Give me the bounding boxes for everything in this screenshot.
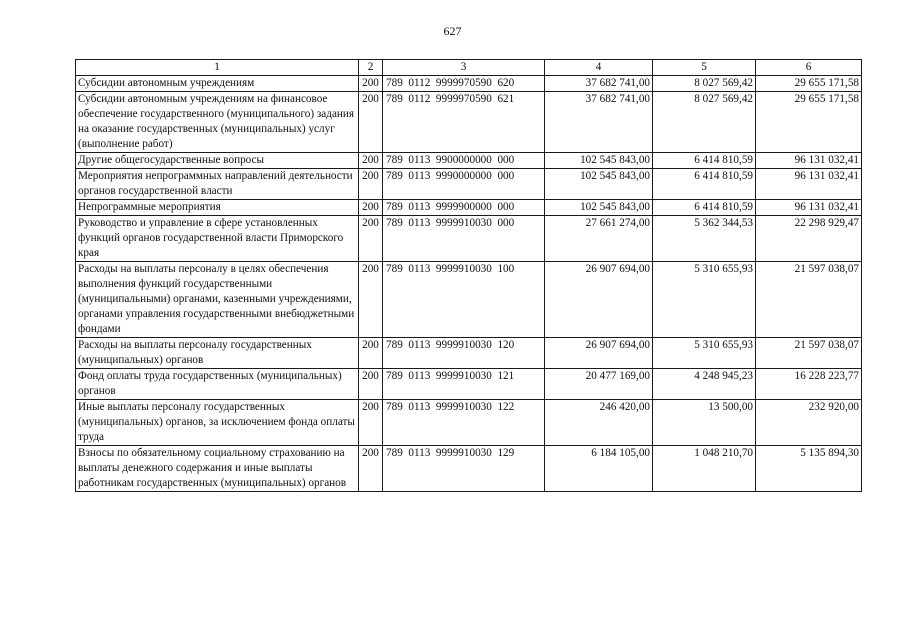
- row-amount-col6-cell: 21 597 038,07: [756, 262, 862, 338]
- table-row: [76, 153, 862, 169]
- row-amount-col4-cell: 37 682 741,00: [545, 76, 653, 92]
- row-name-cell: Фонд оплаты труда государственных (муниципальных) органов: [76, 369, 359, 400]
- row-budget-code-cell: 789 0113 9900000000 000: [383, 153, 545, 169]
- column-header: 3: [383, 60, 545, 76]
- row-amount-col5-cell: 5 362 344,53: [653, 216, 756, 262]
- table-row: [76, 400, 862, 446]
- row-amount-col6-cell: 22 298 929,47: [756, 216, 862, 262]
- row-budget-code-cell: 789 0112 9999970590 620: [383, 76, 545, 92]
- row-amount-col6-cell: 29 655 171,58: [756, 76, 862, 92]
- row-amount-col4-cell: 27 661 274,00: [545, 216, 653, 262]
- row-amount-col4-cell: 102 545 843,00: [545, 153, 653, 169]
- row-amount-col6-cell: 16 228 223,77: [756, 369, 862, 400]
- row-amount-col4-cell: 6 184 105,00: [545, 446, 653, 492]
- row-amount-col4-cell: 26 907 694,00: [545, 338, 653, 369]
- row-amount-col4-cell: 102 545 843,00: [545, 169, 653, 200]
- row-name-cell: Субсидии автономным учреждениям: [76, 76, 359, 92]
- row-amount-col6-cell: 96 131 032,41: [756, 153, 862, 169]
- row-name-cell: Мероприятия непрограммных направлений деятельности органов государственной власти: [76, 169, 359, 200]
- row-name-cell: Иные выплаты персоналу государственных (муниципальных) органов, за исключением фонда оплаты труда: [76, 400, 359, 446]
- table-row: [76, 200, 862, 216]
- row-code-prefix-cell: 200: [359, 153, 383, 169]
- table-row: [76, 262, 862, 338]
- row-amount-col4-cell: 102 545 843,00: [545, 200, 653, 216]
- row-budget-code-cell: 789 0113 9990000000 000: [383, 169, 545, 200]
- row-name-cell: Непрограммные мероприятия: [76, 200, 359, 216]
- row-amount-col6-cell: 29 655 171,58: [756, 92, 862, 153]
- row-amount-col4-cell: 20 477 169,00: [545, 369, 653, 400]
- row-code-prefix-cell: 200: [359, 216, 383, 262]
- row-amount-col5-cell: 4 248 945,23: [653, 369, 756, 400]
- table-row: [76, 169, 862, 200]
- table-row: [76, 369, 862, 400]
- column-header: 5: [653, 60, 756, 76]
- row-name-cell: Расходы на выплаты персоналу в целях обеспечения выполнения функций государственными (муниципальными) органами, казенными учреждениями, органами управления государственными внебюджетными фондами: [76, 262, 359, 338]
- row-amount-col5-cell: 6 414 810,59: [653, 169, 756, 200]
- row-budget-code-cell: 789 0113 9999910030 000: [383, 216, 545, 262]
- row-budget-code-cell: 789 0113 9999910030 121: [383, 369, 545, 400]
- table-body: [76, 76, 862, 492]
- table-header-row: [76, 60, 862, 76]
- budget-table: [75, 59, 862, 492]
- row-amount-col5-cell: 5 310 655,93: [653, 338, 756, 369]
- row-code-prefix-cell: 200: [359, 92, 383, 153]
- row-amount-col4-cell: 26 907 694,00: [545, 262, 653, 338]
- row-amount-col5-cell: 8 027 569,42: [653, 92, 756, 153]
- row-amount-col5-cell: 5 310 655,93: [653, 262, 756, 338]
- row-amount-col5-cell: 1 048 210,70: [653, 446, 756, 492]
- row-name-cell: Взносы по обязательному социальному страхованию на выплаты денежного содержания и иные выплаты работникам государственных (муниципальных) органов: [76, 446, 359, 492]
- row-amount-col6-cell: 21 597 038,07: [756, 338, 862, 369]
- row-code-prefix-cell: 200: [359, 200, 383, 216]
- row-amount-col5-cell: 6 414 810,59: [653, 153, 756, 169]
- row-budget-code-cell: 789 0113 9999900000 000: [383, 200, 545, 216]
- row-amount-col6-cell: 5 135 894,30: [756, 446, 862, 492]
- row-budget-code-cell: 789 0113 9999910030 129: [383, 446, 545, 492]
- row-code-prefix-cell: 200: [359, 76, 383, 92]
- column-header: 2: [359, 60, 383, 76]
- column-header: 1: [76, 60, 359, 76]
- row-name-cell: Субсидии автономным учреждениям на финансовое обеспечение государственного (муниципального) задания на оказание государственных (муниципальных) услуг (выполнение работ): [76, 92, 359, 153]
- column-header: 6: [756, 60, 862, 76]
- row-name-cell: Другие общегосударственные вопросы: [76, 153, 359, 169]
- table-row: [76, 76, 862, 92]
- row-amount-col6-cell: 96 131 032,41: [756, 200, 862, 216]
- row-name-cell: Руководство и управление в сфере установленных функций органов государственной власти Приморского края: [76, 216, 359, 262]
- row-amount-col4-cell: 246 420,00: [545, 400, 653, 446]
- row-amount-col5-cell: 13 500,00: [653, 400, 756, 446]
- row-name-cell: Расходы на выплаты персоналу государственных (муниципальных) органов: [76, 338, 359, 369]
- row-code-prefix-cell: 200: [359, 400, 383, 446]
- table-row: [76, 92, 862, 153]
- table-row: [76, 338, 862, 369]
- row-budget-code-cell: 789 0112 9999970590 621: [383, 92, 545, 153]
- row-amount-col4-cell: 37 682 741,00: [545, 92, 653, 153]
- row-code-prefix-cell: 200: [359, 446, 383, 492]
- row-code-prefix-cell: 200: [359, 262, 383, 338]
- row-amount-col6-cell: 232 920,00: [756, 400, 862, 446]
- table-row: [76, 216, 862, 262]
- table-row: [76, 446, 862, 492]
- row-code-prefix-cell: 200: [359, 369, 383, 400]
- row-budget-code-cell: 789 0113 9999910030 122: [383, 400, 545, 446]
- row-budget-code-cell: 789 0113 9999910030 120: [383, 338, 545, 369]
- row-amount-col6-cell: 96 131 032,41: [756, 169, 862, 200]
- row-budget-code-cell: 789 0113 9999910030 100: [383, 262, 545, 338]
- column-header: 4: [545, 60, 653, 76]
- row-code-prefix-cell: 200: [359, 338, 383, 369]
- row-amount-col5-cell: 8 027 569,42: [653, 76, 756, 92]
- row-amount-col5-cell: 6 414 810,59: [653, 200, 756, 216]
- row-code-prefix-cell: 200: [359, 169, 383, 200]
- page-number: 627: [443, 24, 462, 38]
